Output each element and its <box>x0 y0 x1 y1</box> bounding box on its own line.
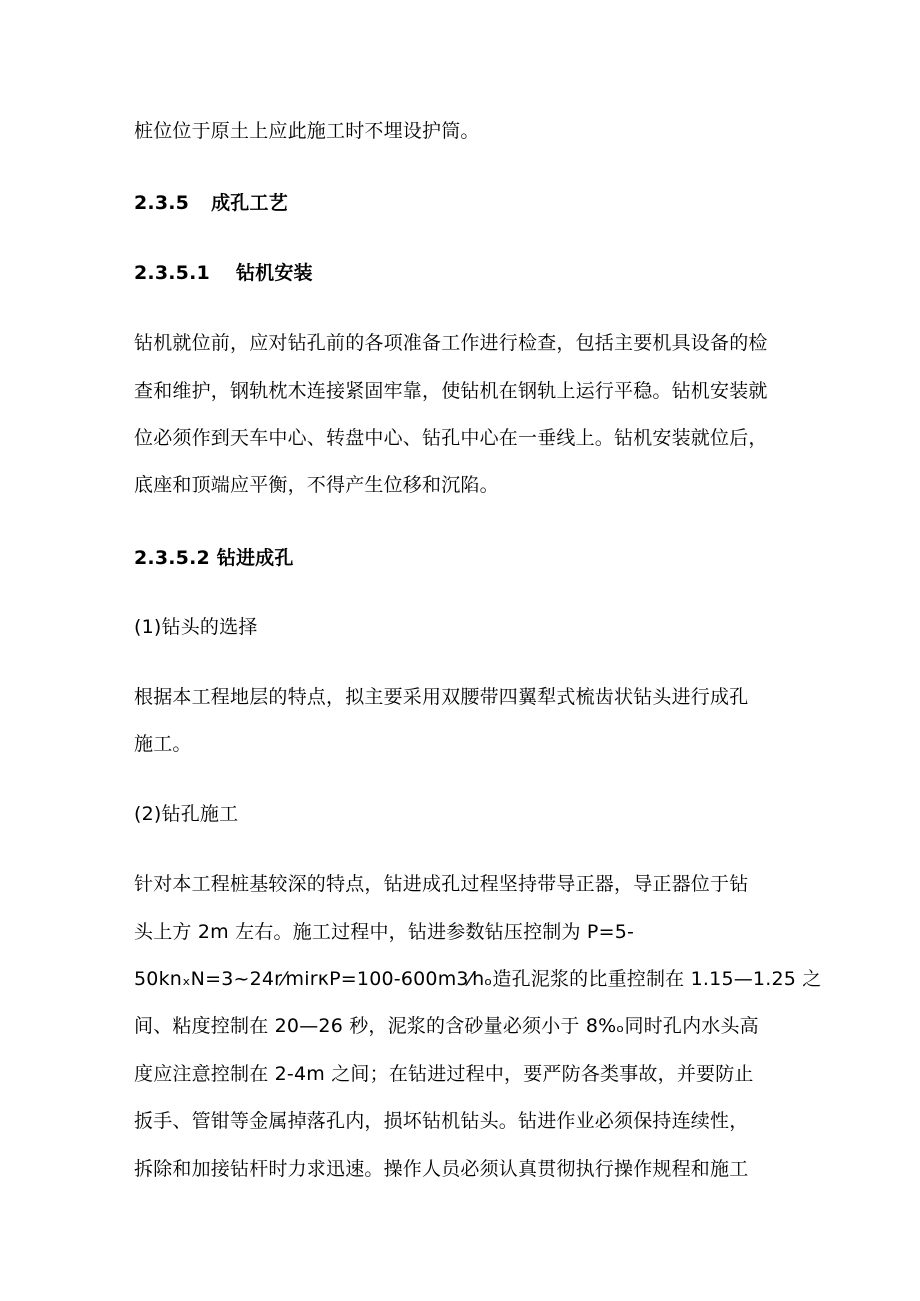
paragraph-line: 针对本工程桩基较深的特点，钻进成孔过程坚持带导正器，导正器位于钻 <box>134 873 749 895</box>
paragraph-line: 底座和顶端应平衡，不得产生位移和沉陷。 <box>134 474 499 496</box>
paragraph-line: 间、粘度控制在 20—26 秒，泥浆的含砂量必须小于 8%ₒ同时孔内水头高 <box>134 1015 759 1037</box>
intro-line: 桩位位于原土上应此施工时不埋设护筒。 <box>134 120 480 142</box>
item-heading: (2)钻孔施工 <box>134 803 239 825</box>
paragraph-line: 查和维护，钢轨枕木连接紧固牢靠，使钻机在钢轨上运行平稳。钻机安装就 <box>134 380 768 402</box>
section-title: 成孔工艺 <box>211 192 288 214</box>
section-heading <box>134 190 288 216</box>
paragraph-line: 钻机就位前，应对钻孔前的各项准备工作进行检查，包括主要机具设备的检 <box>134 332 768 354</box>
paragraph-line: 头上方 2m 左右。施工过程中，钻进参数钻压控制为 P=5- <box>134 921 635 943</box>
paragraph-line: 拆除和加接钻杆时力求迅速。操作人员必须认真贯彻执行操作规程和施工 <box>134 1158 749 1180</box>
paragraph-line: 根据本工程地层的特点，拟主要采用双腰带四翼犁式梳齿状钻头进行成孔 <box>134 686 749 708</box>
subsection-heading: 2.3.5.2 钻进成孔 <box>134 547 294 569</box>
paragraph-line: 扳手、管钳等金属掉落孔内，损坏钻机钻头。钻进作业必须保持连续性， <box>134 1110 749 1132</box>
paragraph-line: 50knₓN=3~24r⁄mirκP=100-600m3⁄hₒ造孔泥浆的比重控制在 1.15—1.25 之 <box>134 968 822 990</box>
section-number: 2.3.5 <box>134 192 190 214</box>
subsection-number: 2.3.5.1 <box>134 262 210 284</box>
subsection-title: 钻机安装 <box>235 262 313 284</box>
item-heading: (1)钻头的选择 <box>134 616 258 638</box>
paragraph-line: 施工。 <box>134 733 192 755</box>
paragraph-line: 度应注意控制在 2-4m 之间；在钻进过程中，要严防各类事故，并要防止 <box>134 1063 754 1085</box>
paragraph-line: 位必须作到天车中心、转盘中心、钻孔中心在一垂线上。钻机安装就位后， <box>134 427 768 449</box>
subsection-heading <box>134 260 313 286</box>
